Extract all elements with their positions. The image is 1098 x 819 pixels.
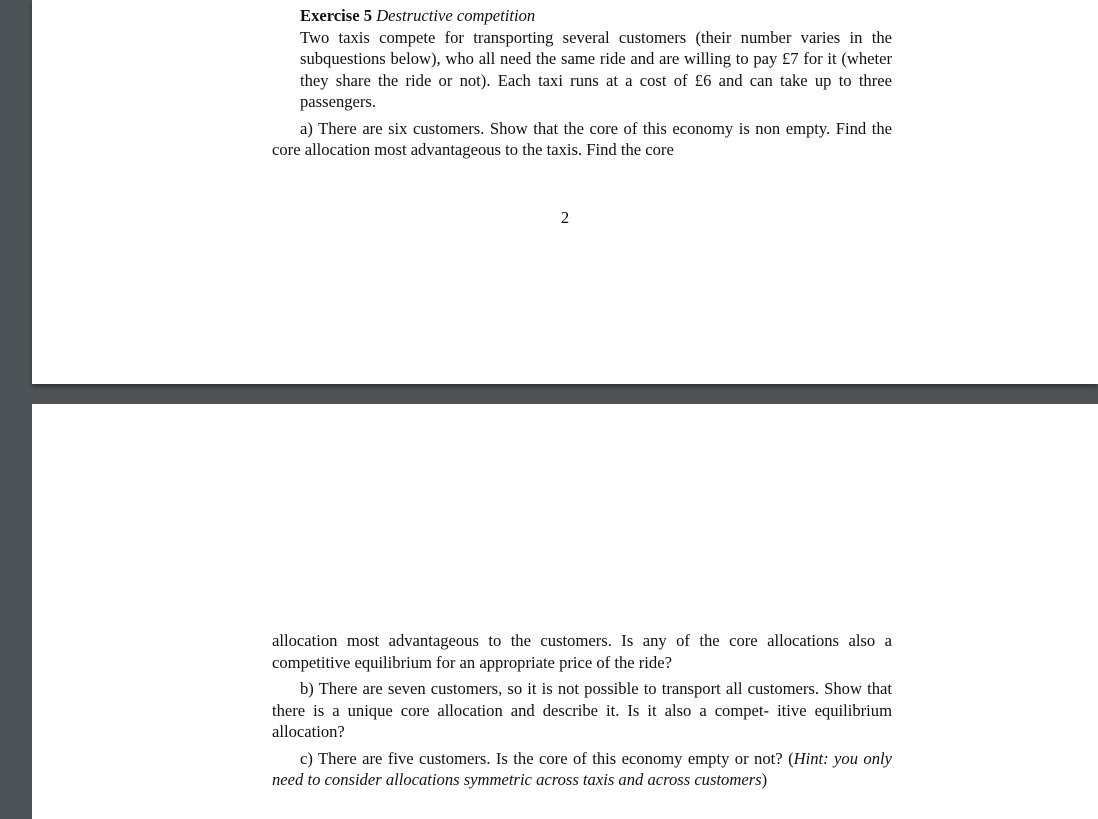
exercise-heading [300, 6, 535, 25]
exercise-label: Exercise 5 [300, 6, 373, 25]
part-a-start: a) There are six customers. Show that the core of this economy is non empty. Find the core allocation most advantageous to the taxis. Find the core [272, 118, 892, 159]
part-b: b) There are seven customers, so it is not possible to transport all customers. Show that there is a unique core allocation and describe it. Is it also a compet- itive equilibrium allocation? [272, 679, 892, 741]
hint-close-paren: ) [761, 770, 768, 789]
part-c [272, 748, 892, 791]
page-2-text [272, 5, 892, 166]
intro-rest: in the subquestions below), who all need the same ride and are willing to pay £7 for it (wheter they share the ride or not). Each taxi runs at a cost of £6 and can take up to three passengers. [300, 27, 892, 111]
page-3-text [272, 630, 892, 796]
hint-open-paren: ( [788, 748, 794, 768]
intro-line-1: Two taxis compete for transporting several customers (their number varies [300, 27, 841, 47]
part-c-main: c) There are five customers. Is the core of this economy empty or not? [300, 748, 783, 768]
pdf-page-2 [32, 0, 1098, 384]
page-number: 2 [560, 208, 570, 227]
pdf-page-3 [32, 404, 1098, 819]
part-a-continued: allocation most advantageous to the customers. Is any of the core allocations also a competitive equilibrium for an appropriate price of the ride? [272, 631, 892, 672]
exercise-title: Destructive competition [376, 6, 536, 25]
exercise-5-intro [272, 5, 892, 113]
part-c-hint: Hint: you only need to consider allocations symmetric across taxis and across customers [272, 748, 893, 789]
